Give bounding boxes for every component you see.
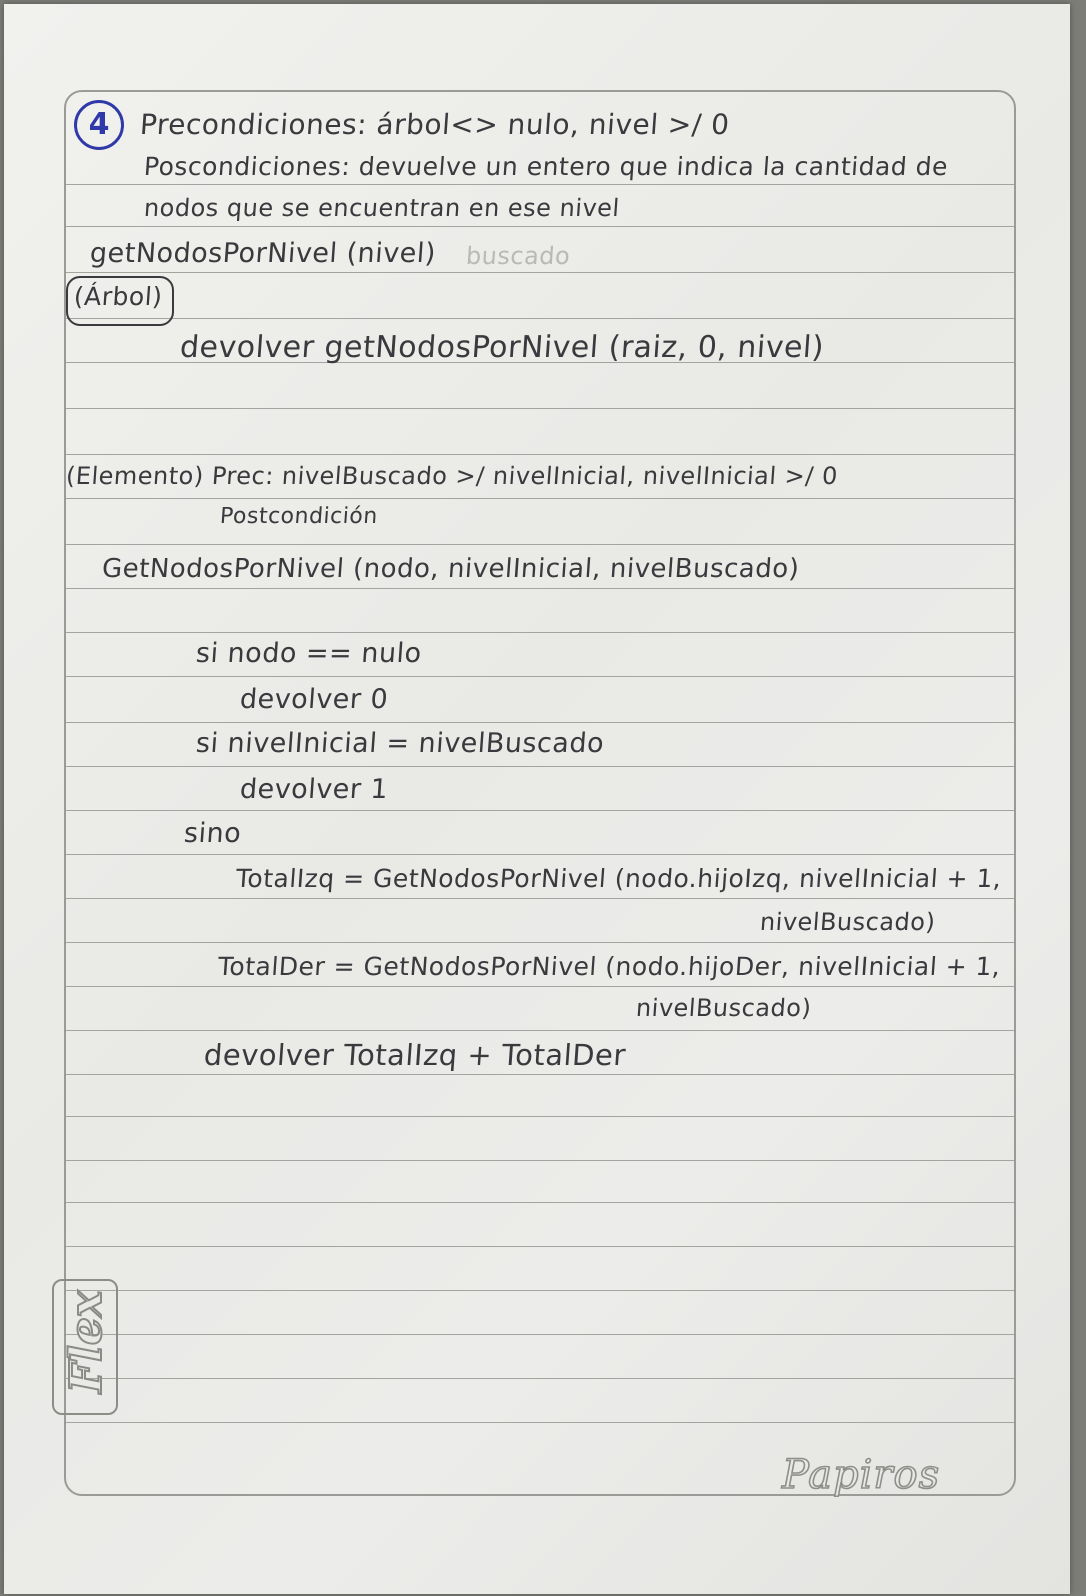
element-postcondition: Postcondición: [219, 504, 379, 529]
context-tree-label: (Árbol): [72, 282, 164, 311]
if-null-line: si nodo == nulo: [194, 638, 423, 669]
flex-logo-text: Flex: [61, 1290, 112, 1394]
postcondition-continuation: nodos que se encuentran en ese nivel: [143, 194, 621, 222]
total-right-continuation: nivelBuscado): [635, 994, 813, 1022]
return-zero-line: devolver 0: [238, 684, 390, 715]
notebook-page: [4, 4, 1070, 1594]
flex-logo: [34, 1269, 144, 1419]
exercise-number: 4: [74, 100, 124, 150]
method-signature-element: GetNodosPorNivel (nodo, nivelInicial, nivelBuscado): [100, 554, 801, 584]
else-line: sino: [182, 818, 243, 849]
total-right-line: TotalDer = GetNodosPorNivel (nodo.hijoDer, nivelInicial + 1,: [216, 952, 1002, 981]
page-border: [61, 90, 1016, 1496]
return-one-line: devolver 1: [238, 774, 390, 805]
precondition-line: Precondiciones: árbol<> nulo, nivel >/ 0: [138, 108, 731, 141]
total-left-line: TotalIzq = GetNodosPorNivel (nodo.hijoIzq, nivelInicial + 1,: [234, 864, 1003, 893]
return-sum-line: devolver TotalIzq + TotalDer: [202, 1038, 628, 1072]
method-signature-tree: getNodosPorNivel (nivel): [88, 238, 437, 269]
tree-return-line: devolver getNodosPorNivel (raiz, 0, nivel): [178, 330, 826, 365]
erased-text: buscado: [465, 242, 572, 270]
element-precondition-line: (Elemento) Prec: nivelBuscado >/ nivelInicial, nivelInicial >/ 0: [65, 462, 839, 490]
postcondition-line: Poscondiciones: devuelve un entero que indica la cantidad de: [142, 152, 949, 181]
if-level-match-line: si nivelInicial = nivelBuscado: [194, 728, 606, 759]
total-left-continuation: nivelBuscado): [759, 908, 937, 936]
papiros-logo: Papiros: [782, 1452, 941, 1498]
